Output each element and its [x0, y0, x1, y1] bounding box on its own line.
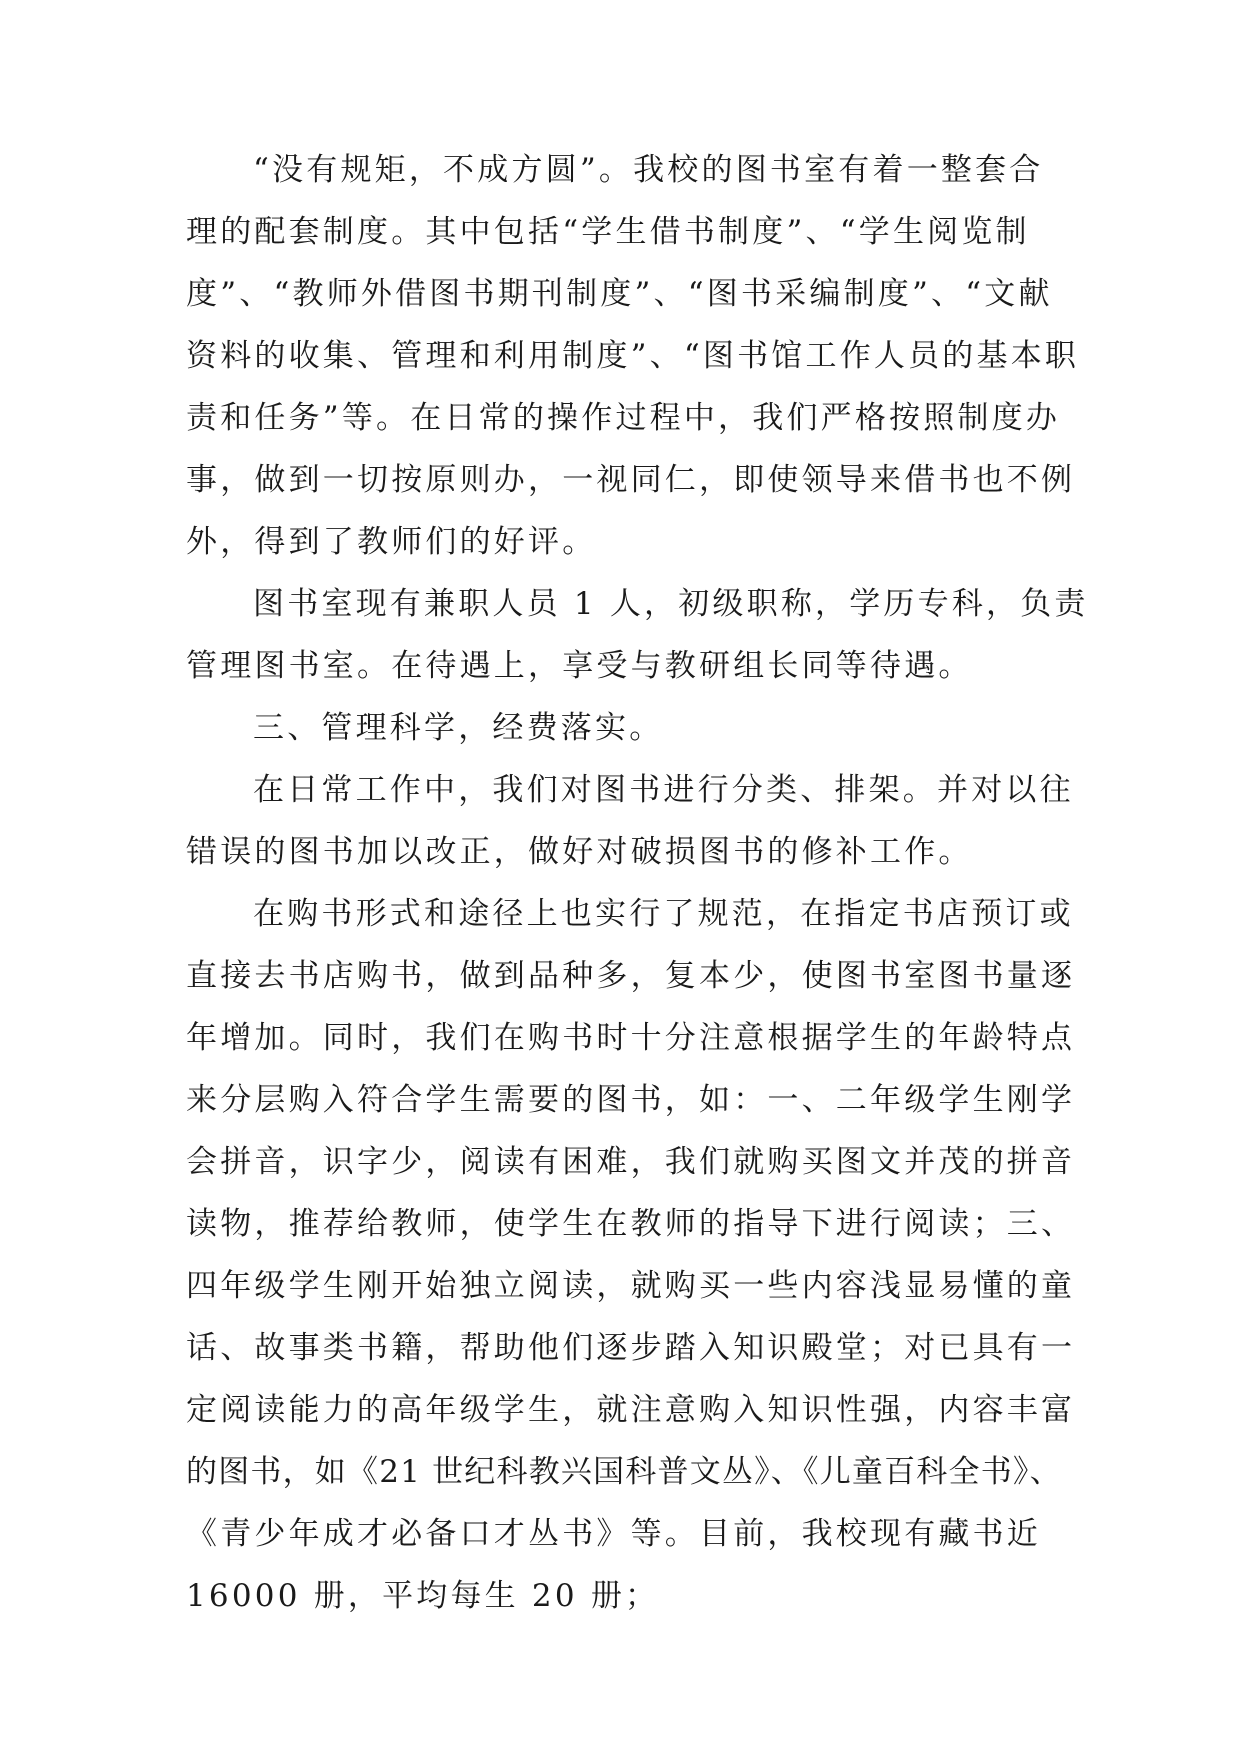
text-line: 话、故事类书籍，帮助他们逐步踏入知识殿堂；对已具有一 — [186, 1330, 1076, 1366]
text-line: “没有规矩，不成方圆”。我校的图书室有着一整套合 — [253, 152, 1044, 188]
text-line: 事，做到一切按原则办，一视同仁，即使领导来借书也不例 — [186, 462, 1076, 498]
section-heading: 三、管理科学，经费落实。 — [253, 710, 664, 746]
text-line: 在购书形式和途径上也实行了规范，在指定书店预订或 — [253, 896, 1074, 932]
text-line: 理的配套制度。其中包括“学生借书制度”、“学生阅览制 — [186, 214, 1030, 250]
text-line: 会拼音，识字少，阅读有困难，我们就购买图文并茂的拼音 — [186, 1144, 1076, 1180]
text-line: 的图书，如《21 世纪科教兴国科普文丛》、《儿童百科全书》、 — [186, 1454, 1062, 1490]
text-line: 定阅读能力的高年级学生，就注意购入知识性强，内容丰富 — [186, 1392, 1076, 1428]
text-line: 资料的收集、管理和利用制度”、“图书馆工作人员的基本职 — [186, 338, 1080, 374]
text-line: 读物，推荐给教师，使学生在教师的指导下进行阅读；三、 — [186, 1206, 1076, 1242]
text-line: 外，得到了教师们的好评。 — [186, 524, 597, 560]
text-line: 管理图书室。在待遇上，享受与教研组长同等待遇。 — [186, 648, 973, 684]
text-line: 在日常工作中，我们对图书进行分类、排架。并对以往 — [253, 772, 1074, 808]
text-line: 四年级学生刚开始独立阅读，就购买一些内容浅显易懂的童 — [186, 1268, 1076, 1304]
text-line: 年增加。同时，我们在购书时十分注意根据学生的年龄特点 — [186, 1020, 1076, 1056]
text-line: 直接去书店购书，做到品种多，复本少，使图书室图书量逐 — [186, 958, 1076, 994]
text-line: 责和任务”等。在日常的操作过程中，我们严格按照制度办 — [186, 400, 1061, 436]
text-line: 来分层购入符合学生需要的图书，如：一、二年级学生刚学 — [186, 1082, 1076, 1118]
text-line: 错误的图书加以改正，做好对破损图书的修补工作。 — [186, 834, 973, 870]
text-line: 图书室现有兼职人员 1 人，初级职称，学历专科，负责 — [253, 586, 1089, 622]
text-line: 《青少年成才必备口才丛书》等。目前，我校现有藏书近 — [186, 1516, 1041, 1552]
text-line: 16000 册，平均每生 20 册； — [186, 1578, 660, 1614]
text-line: 度”、“教师外借图书期刊制度”、“图书采编制度”、“文献 — [186, 276, 1053, 312]
